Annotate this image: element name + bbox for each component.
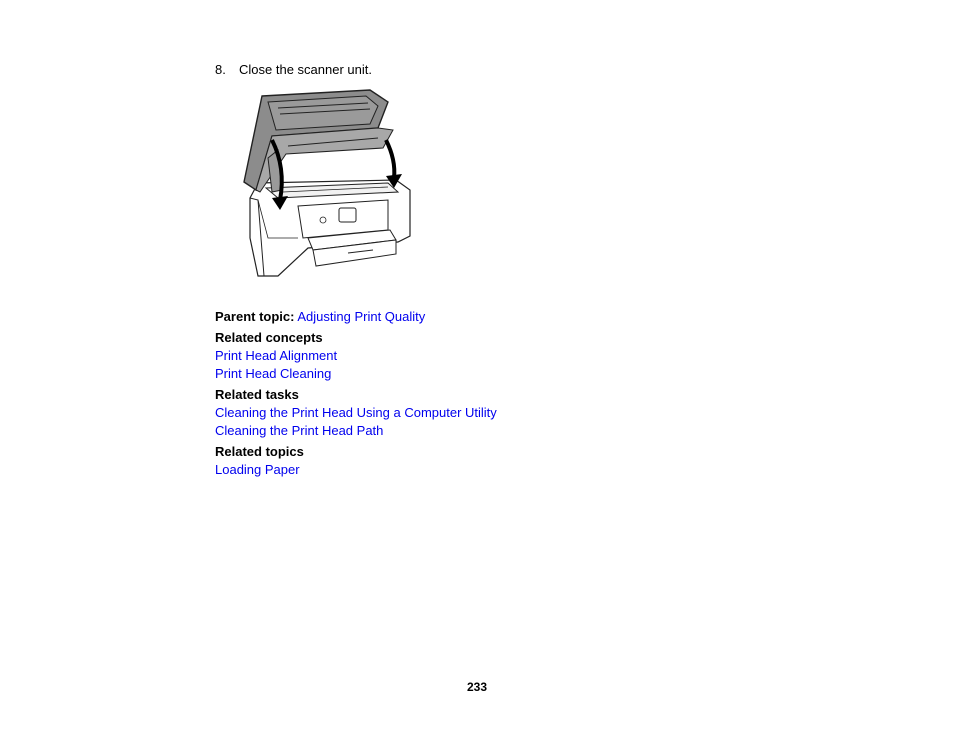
- link-cleaning-computer-utility[interactable]: Cleaning the Print Head Using a Computer Utility: [215, 405, 497, 420]
- printer-scanner-closing-icon: [238, 88, 414, 278]
- link-loading-paper[interactable]: Loading Paper: [215, 462, 300, 477]
- parent-topic-link[interactable]: Adjusting Print Quality: [297, 309, 426, 324]
- link-print-head-alignment[interactable]: Print Head Alignment: [215, 348, 338, 363]
- related-links-section: [215, 308, 715, 479]
- related-tasks-heading: Related tasks: [215, 387, 299, 402]
- related-topics-heading: Related topics: [215, 444, 304, 459]
- step-8: [215, 62, 372, 77]
- link-cleaning-print-head-path[interactable]: Cleaning the Print Head Path: [215, 423, 384, 438]
- link-print-head-cleaning[interactable]: Print Head Cleaning: [215, 366, 332, 381]
- step-number: 8.: [215, 62, 226, 77]
- step-text: Close the scanner unit.: [239, 62, 372, 77]
- related-concepts-heading: Related concepts: [215, 330, 323, 345]
- page-number: 233: [466, 680, 488, 694]
- parent-topic-line: [215, 308, 715, 326]
- parent-topic-label: Parent topic:: [215, 309, 295, 324]
- printer-illustration: [238, 88, 414, 278]
